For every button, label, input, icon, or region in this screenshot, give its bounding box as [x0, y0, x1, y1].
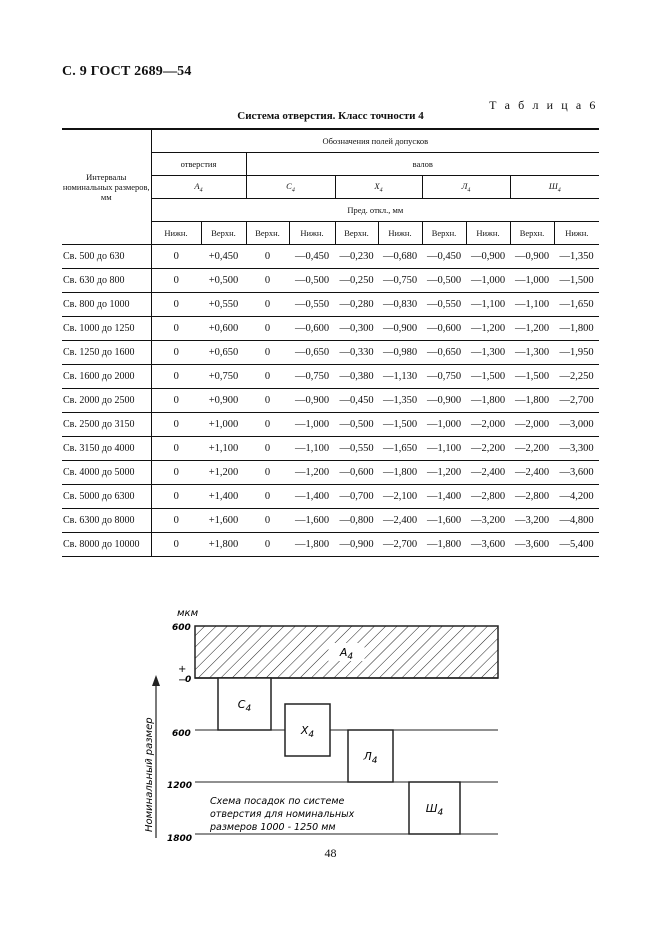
deviation-cell: —0,450	[335, 389, 378, 413]
deviation-cell: —0,550	[335, 437, 378, 461]
deviation-cell: —0,980	[378, 341, 422, 365]
tick-label: 1200	[167, 781, 193, 791]
deviation-cell: +0,900	[201, 389, 246, 413]
deviation-cell: —2,400	[378, 509, 422, 533]
deviation-cell: —0,600	[289, 317, 335, 341]
deviation-cell: —0,650	[289, 341, 335, 365]
axis-arrow	[152, 675, 160, 686]
intervals-header: Интервалы номинальных размеров, мм	[62, 129, 151, 245]
deviation-cell: —1,000	[289, 413, 335, 437]
deviation-cell: —2,700	[378, 533, 422, 557]
table-body	[62, 245, 599, 557]
field-x4-header: $X_4$	[335, 176, 422, 199]
deviation-cell: —0,750	[378, 269, 422, 293]
deviation-cell: 0	[246, 533, 289, 557]
deviation-cell: —1,300	[466, 341, 510, 365]
interval-cell: Св. 8000 до 10000	[62, 533, 151, 557]
deviation-cell: —3,200	[510, 509, 554, 533]
table-row	[62, 461, 599, 485]
deviation-cell: +0,650	[201, 341, 246, 365]
field-sh4-header: $Ш_4$	[510, 176, 599, 199]
deviation-cell: —0,500	[289, 269, 335, 293]
field-sh4-label: $Ш_4$	[425, 802, 444, 818]
deviation-cell: 0	[246, 293, 289, 317]
deviation-cell: —1,800	[422, 533, 466, 557]
deviation-cell: —0,750	[422, 365, 466, 389]
deviation-cell: —1,800	[289, 533, 335, 557]
deviation-cell: —0,230	[335, 245, 378, 269]
deviation-cell: —1,400	[422, 485, 466, 509]
table-row	[62, 413, 599, 437]
column-header: Нижн.	[466, 222, 510, 245]
deviation-cell: —2,000	[466, 413, 510, 437]
column-header: Верхн.	[510, 222, 554, 245]
caption-line: размеров 1000 - 1250 мм	[210, 822, 336, 833]
tick-label: 600	[172, 729, 191, 739]
deviation-cell: —0,900	[466, 245, 510, 269]
deviation-cell: —1,130	[378, 365, 422, 389]
deviation-cell: 0	[151, 533, 201, 557]
deviation-cell: —2,200	[510, 437, 554, 461]
field-designations-header: Обозначения полей допусков	[151, 129, 599, 153]
deviation-cell: —0,500	[422, 269, 466, 293]
deviation-cell: —1,100	[466, 293, 510, 317]
deviation-cell: —1,500	[554, 269, 599, 293]
table-row	[62, 533, 599, 557]
deviation-cell: —0,600	[422, 317, 466, 341]
field-c4-label: $C_4$	[237, 698, 252, 714]
limit-deviations-header: Пред. откл., мм	[151, 199, 599, 222]
deviation-cell: —1,000	[422, 413, 466, 437]
deviation-cell: —1,100	[289, 437, 335, 461]
deviation-cell: —1,200	[289, 461, 335, 485]
deviation-cell: —1,000	[466, 269, 510, 293]
field-l4-label: $Л_4$	[363, 750, 378, 766]
deviation-cell: —1,300	[510, 341, 554, 365]
deviation-cell: 0	[151, 341, 201, 365]
deviation-cell: —1,500	[378, 413, 422, 437]
deviation-cell: —1,950	[554, 341, 599, 365]
deviation-cell: —2,700	[554, 389, 599, 413]
deviation-cell: 0	[246, 461, 289, 485]
deviation-cell: —4,200	[554, 485, 599, 509]
deviation-cell: —0,550	[422, 293, 466, 317]
interval-cell: Св. 5000 до 6300	[62, 485, 151, 509]
deviation-cell: —2,250	[554, 365, 599, 389]
deviation-cell: —1,800	[378, 461, 422, 485]
interval-cell: Св. 800 до 1000	[62, 293, 151, 317]
deviation-cell: —1,650	[378, 437, 422, 461]
table-row	[62, 389, 599, 413]
deviation-cell: —0,550	[289, 293, 335, 317]
deviation-cell: —2,400	[510, 461, 554, 485]
deviation-cell: +1,100	[201, 437, 246, 461]
deviation-cell: 0	[151, 317, 201, 341]
deviation-cell: —1,350	[378, 389, 422, 413]
deviation-cell: —2,400	[466, 461, 510, 485]
column-header: Верхн.	[246, 222, 289, 245]
column-header: Верхн.	[335, 222, 378, 245]
unit-label: мкм	[177, 608, 199, 619]
column-header: Верхн.	[422, 222, 466, 245]
deviation-cell: 0	[246, 269, 289, 293]
interval-cell: Св. 2000 до 2500	[62, 389, 151, 413]
deviation-cell: +1,600	[201, 509, 246, 533]
table-row	[62, 293, 599, 317]
deviation-cell: 0	[151, 509, 201, 533]
page-header: С. 9 ГОСТ 2689—54	[62, 64, 192, 79]
deviation-cell: —1,600	[289, 509, 335, 533]
deviation-cell: 0	[246, 509, 289, 533]
shafts-header: валов	[246, 153, 599, 176]
deviation-cell: 0	[246, 485, 289, 509]
deviation-cell: —1,000	[510, 269, 554, 293]
deviation-cell: +1,400	[201, 485, 246, 509]
field-c4-header: $C_4$	[246, 176, 335, 199]
deviation-cell: —1,800	[554, 317, 599, 341]
deviation-cell: 0	[151, 245, 201, 269]
deviation-cell: —0,680	[378, 245, 422, 269]
interval-cell: Св. 1250 до 1600	[62, 341, 151, 365]
minus-sign: −	[178, 675, 187, 686]
deviation-cell: —3,600	[466, 533, 510, 557]
caption-line: отверстия для номинальных	[210, 809, 355, 820]
deviation-cell: —0,330	[335, 341, 378, 365]
field-a4-header: $A_4$	[151, 176, 246, 199]
deviation-cell: —0,600	[335, 461, 378, 485]
column-header: Нижн.	[378, 222, 422, 245]
deviation-cell: 0	[151, 365, 201, 389]
deviation-cell: 0	[246, 413, 289, 437]
deviation-cell: —0,750	[289, 365, 335, 389]
interval-cell: Св. 1600 до 2000	[62, 365, 151, 389]
tick-label: 1800	[167, 834, 193, 844]
plus-sign: +	[178, 664, 187, 675]
deviation-cell: 0	[151, 437, 201, 461]
table-row	[62, 365, 599, 389]
interval-cell: Св. 630 до 800	[62, 269, 151, 293]
deviation-cell: —1,500	[466, 365, 510, 389]
table-number: Т а б л и ц а 6	[489, 98, 598, 112]
field-x4-label: $X_4$	[300, 724, 315, 740]
deviation-cell: 0	[151, 389, 201, 413]
holes-header: отверстия	[151, 153, 246, 176]
deviation-cell: —0,280	[335, 293, 378, 317]
deviation-cell: —0,300	[335, 317, 378, 341]
deviation-cell: —1,600	[422, 509, 466, 533]
table-row	[62, 317, 599, 341]
column-header: Нижн.	[151, 222, 201, 245]
deviation-cell: —1,350	[554, 245, 599, 269]
deviation-cell: —0,900	[422, 389, 466, 413]
column-header: Верхн.	[201, 222, 246, 245]
deviation-cell: 0	[151, 293, 201, 317]
deviation-cell: 0	[246, 245, 289, 269]
interval-cell: Св. 4000 до 5000	[62, 461, 151, 485]
deviation-cell: +0,750	[201, 365, 246, 389]
deviation-cell: +0,600	[201, 317, 246, 341]
deviation-cell: +1,800	[201, 533, 246, 557]
fit-scheme-diagram	[140, 600, 520, 845]
deviation-cell: —0,900	[378, 317, 422, 341]
tick-label: 600	[172, 623, 191, 633]
page-number: 48	[324, 846, 337, 860]
deviation-cell: —0,450	[289, 245, 335, 269]
deviation-cell: —0,450	[422, 245, 466, 269]
axis-label: Номинальный размер	[144, 717, 155, 832]
table-title: Система отверстия. Класс точности 4	[237, 110, 424, 122]
deviation-cell: 0	[246, 317, 289, 341]
deviation-cell: —0,500	[335, 413, 378, 437]
table-row	[62, 437, 599, 461]
deviation-cell: +1,000	[201, 413, 246, 437]
deviation-cell: 0	[151, 461, 201, 485]
deviation-cell: —3,600	[554, 461, 599, 485]
deviation-cell: +1,200	[201, 461, 246, 485]
caption-line: Схема посадок по системе	[210, 796, 345, 807]
interval-cell: Св. 3150 до 4000	[62, 437, 151, 461]
deviation-cell: —0,900	[289, 389, 335, 413]
column-header: Нижн.	[554, 222, 599, 245]
deviation-cell: —4,800	[554, 509, 599, 533]
deviation-cell: —1,200	[422, 461, 466, 485]
deviation-cell: 0	[151, 413, 201, 437]
table-row	[62, 509, 599, 533]
deviation-cell: 0	[151, 485, 201, 509]
deviation-cell: —1,200	[510, 317, 554, 341]
deviation-cell: +0,450	[201, 245, 246, 269]
deviation-cell: —3,000	[554, 413, 599, 437]
tick-label: 0	[185, 675, 192, 685]
deviation-cell: 0	[246, 437, 289, 461]
table-row	[62, 485, 599, 509]
interval-cell: Св. 6300 до 8000	[62, 509, 151, 533]
deviation-cell: —0,830	[378, 293, 422, 317]
field-a4-label: $A_4$	[339, 646, 354, 662]
deviation-cell: —5,400	[554, 533, 599, 557]
deviation-cell: 0	[151, 269, 201, 293]
deviation-cell: —1,650	[554, 293, 599, 317]
table-row	[62, 245, 599, 269]
deviation-cell: —0,800	[335, 509, 378, 533]
deviation-cell: 0	[246, 365, 289, 389]
deviation-cell: —3,600	[510, 533, 554, 557]
field-l4-header: $Л_4$	[422, 176, 510, 199]
interval-cell: Св. 500 до 630	[62, 245, 151, 269]
deviation-cell: —1,400	[289, 485, 335, 509]
deviation-cell: —3,200	[466, 509, 510, 533]
deviation-cell: —1,100	[510, 293, 554, 317]
interval-cell: Св. 1000 до 1250	[62, 317, 151, 341]
deviation-cell: —0,900	[510, 245, 554, 269]
deviation-cell: —2,100	[378, 485, 422, 509]
deviation-cell: —0,650	[422, 341, 466, 365]
deviation-cell: 0	[246, 341, 289, 365]
deviation-cell: —2,000	[510, 413, 554, 437]
deviation-cell: +0,500	[201, 269, 246, 293]
table-row	[62, 341, 599, 365]
deviation-cell: —2,800	[466, 485, 510, 509]
deviation-cell: —1,800	[466, 389, 510, 413]
deviation-cell: +0,550	[201, 293, 246, 317]
deviation-cell: —0,380	[335, 365, 378, 389]
table-row	[62, 269, 599, 293]
deviation-cell: 0	[246, 389, 289, 413]
deviation-cell: —1,200	[466, 317, 510, 341]
deviation-cell: —1,800	[510, 389, 554, 413]
deviation-cell: —2,200	[466, 437, 510, 461]
deviation-cell: —0,250	[335, 269, 378, 293]
deviation-cell: —1,100	[422, 437, 466, 461]
interval-cell: Св. 2500 до 3150	[62, 413, 151, 437]
deviation-cell: —0,700	[335, 485, 378, 509]
deviation-cell: —0,900	[335, 533, 378, 557]
deviation-cell: —1,500	[510, 365, 554, 389]
column-header: Нижн.	[289, 222, 335, 245]
deviation-cell: —3,300	[554, 437, 599, 461]
deviation-cell: —2,800	[510, 485, 554, 509]
tolerance-table	[62, 128, 599, 557]
